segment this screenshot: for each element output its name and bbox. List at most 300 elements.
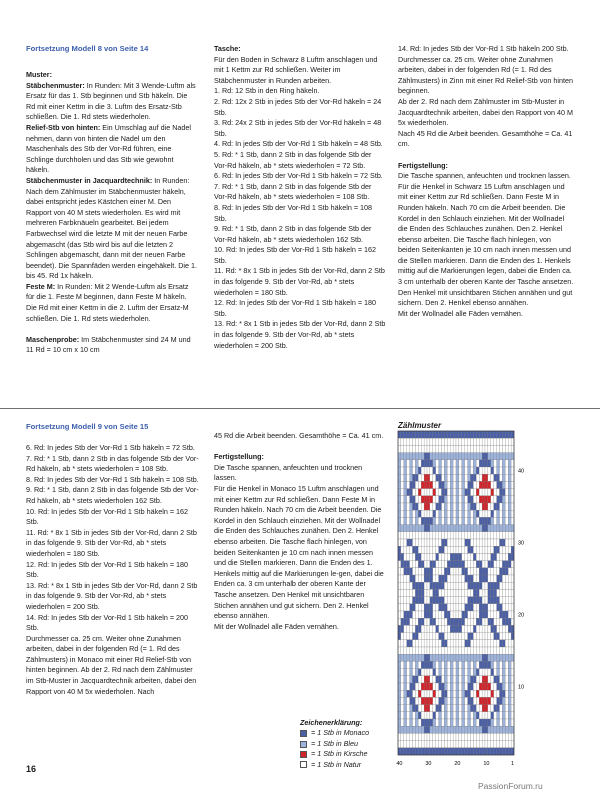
- chart-cell: [476, 474, 479, 481]
- chart-cell: [456, 489, 459, 496]
- chart-cell: [442, 445, 445, 452]
- chart-cell: [401, 460, 404, 467]
- chart-cell: [488, 597, 491, 604]
- chart-cell: [488, 719, 491, 726]
- chart-cell: [511, 575, 514, 582]
- chart-cell: [485, 604, 488, 611]
- chart-cell: [471, 481, 474, 488]
- chart-cell: [511, 589, 514, 596]
- chart-cell: [407, 683, 410, 690]
- chart-cell: [427, 474, 430, 481]
- chart-cell: [497, 618, 500, 625]
- chart-cell: [415, 438, 418, 445]
- chart-cell: [413, 553, 416, 560]
- chart-cell: [482, 474, 485, 481]
- chart-cell: [482, 625, 485, 632]
- chart-cell: [450, 690, 453, 697]
- chart-cell: [476, 676, 479, 683]
- chart-cell: [456, 654, 459, 661]
- chart-cell: [476, 582, 479, 589]
- chart-cell: [468, 733, 471, 740]
- chart-cell: [476, 525, 479, 532]
- chart-cell: [488, 517, 491, 524]
- chart-cell: [500, 611, 503, 618]
- chart-cell: [471, 748, 474, 755]
- chart-cell: [482, 453, 485, 460]
- chart-cell: [459, 640, 462, 647]
- chart-cell: [424, 676, 427, 683]
- chart-cell: [502, 460, 505, 467]
- chart-cell: [398, 438, 401, 445]
- chart-cell: [418, 582, 421, 589]
- chart-cell: [418, 553, 421, 560]
- chart-cell: [410, 431, 413, 438]
- chart-cell: [473, 712, 476, 719]
- chart-cell: [447, 683, 450, 690]
- chart-cell: [453, 654, 456, 661]
- chart-cell: [500, 640, 503, 647]
- chart-cell: [415, 525, 418, 532]
- chart-cell: [436, 445, 439, 452]
- chart-cell: [494, 611, 497, 618]
- chart-cell: [471, 618, 474, 625]
- chart-cell: [433, 604, 436, 611]
- chart-cell: [482, 489, 485, 496]
- chart-cell: [473, 561, 476, 568]
- chart-cell: [508, 597, 511, 604]
- chart-cell: [479, 575, 482, 582]
- chart-cell: [447, 690, 450, 697]
- chart-cell: [476, 633, 479, 640]
- chart-cell: [468, 611, 471, 618]
- chart-cell: [413, 748, 416, 755]
- chart-cell: [415, 460, 418, 467]
- chart-cell: [404, 496, 407, 503]
- chart-cell: [511, 604, 514, 611]
- chart-cell: [479, 661, 482, 668]
- chart-cell: [502, 748, 505, 755]
- chart-cell: [500, 503, 503, 510]
- chart-cell: [479, 453, 482, 460]
- chart-cell: [468, 669, 471, 676]
- chart-cell: [401, 489, 404, 496]
- chart-cell: [407, 481, 410, 488]
- chart-cell: [485, 633, 488, 640]
- chart-cell: [447, 503, 450, 510]
- chart-cell: [479, 748, 482, 755]
- chart-cell: [459, 712, 462, 719]
- chart-cell: [465, 496, 468, 503]
- chart-cell: [508, 496, 511, 503]
- chart-cell: [447, 654, 450, 661]
- chart-cell: [497, 661, 500, 668]
- chart-cell: [494, 532, 497, 539]
- paragraph-text: 6. Rd: In jedes Stb der Vor-Rd 1 Stb häkeln = 72 Stb.: [26, 443, 195, 452]
- chart-cell: [482, 640, 485, 647]
- chart-cell: [456, 467, 459, 474]
- chart-cell: [433, 741, 436, 748]
- chart-cell: [502, 611, 505, 618]
- chart-cell: [485, 741, 488, 748]
- paragraph: [214, 463, 386, 484]
- chart-cell: [442, 712, 445, 719]
- chart-cell: [430, 741, 433, 748]
- chart-cell: [473, 661, 476, 668]
- chart-cell: [462, 431, 465, 438]
- chart-cell: [468, 445, 471, 452]
- chart-cell: [482, 633, 485, 640]
- chart-cell: [471, 705, 474, 712]
- chart-cell: [410, 625, 413, 632]
- chart-cell: [410, 575, 413, 582]
- chart-cell: [479, 741, 482, 748]
- chart-cell: [415, 489, 418, 496]
- paragraph: [26, 613, 202, 634]
- chart-cell: [418, 467, 421, 474]
- chart-cell: [444, 661, 447, 668]
- chart-cell: [444, 539, 447, 546]
- chart-cell: [462, 690, 465, 697]
- chart-cell: [442, 640, 445, 647]
- chart-cell: [497, 546, 500, 553]
- chart-cell: [508, 589, 511, 596]
- chart-cell: [502, 525, 505, 532]
- chart-cell: [404, 503, 407, 510]
- chart-cell: [508, 604, 511, 611]
- chart-cell: [485, 561, 488, 568]
- chart-cell: [407, 503, 410, 510]
- chart-cell: [488, 553, 491, 560]
- chart-cell: [442, 481, 445, 488]
- chart-cell: [500, 748, 503, 755]
- chart-cell: [456, 741, 459, 748]
- chart-cell: [508, 618, 511, 625]
- chart-cell: [485, 697, 488, 704]
- chart-cell: [485, 625, 488, 632]
- chart-cell: [447, 496, 450, 503]
- chart-cell: [502, 676, 505, 683]
- paragraph: [398, 182, 574, 309]
- chart-cell: [497, 712, 500, 719]
- chart-cell: [404, 489, 407, 496]
- chart-cell: [404, 661, 407, 668]
- chart-cell: [433, 654, 436, 661]
- chart-cell: [433, 575, 436, 582]
- chart-cell: [465, 633, 468, 640]
- chart-cell: [485, 568, 488, 575]
- chart-cell: [398, 604, 401, 611]
- chart-cell: [456, 683, 459, 690]
- chart-cell: [410, 597, 413, 604]
- chart-cell: [491, 654, 494, 661]
- chart-cell: [505, 712, 508, 719]
- chart-cell: [398, 669, 401, 676]
- chart-cell: [491, 647, 494, 654]
- chart-cell: [476, 661, 479, 668]
- chart-cell: [450, 582, 453, 589]
- chart-cell: [433, 460, 436, 467]
- chart-cell: [502, 582, 505, 589]
- chart-cell: [430, 748, 433, 755]
- chart-cell: [500, 683, 503, 690]
- chart-cell: [404, 474, 407, 481]
- chart-cell: [421, 611, 424, 618]
- chart-cell: [473, 445, 476, 452]
- chart-cell: [505, 561, 508, 568]
- chart-cell: [415, 532, 418, 539]
- chart-cell: [508, 546, 511, 553]
- chart-cell: [459, 510, 462, 517]
- chart-x-tick: 30: [425, 761, 432, 767]
- chart-cell: [488, 481, 491, 488]
- chart-cell: [410, 546, 413, 553]
- chart-cell: [497, 561, 500, 568]
- chart-cell: [473, 618, 476, 625]
- chart-cell: [436, 712, 439, 719]
- chart-cell: [444, 525, 447, 532]
- chart-cell: [418, 453, 421, 460]
- chart-cell: [471, 683, 474, 690]
- chart-cell: [471, 553, 474, 560]
- chart-cell: [424, 733, 427, 740]
- legend-label: = 1 Stb in Kirsche: [311, 749, 368, 759]
- chart-cell: [424, 690, 427, 697]
- chart-cell: [491, 712, 494, 719]
- chart-cell: [427, 733, 430, 740]
- chart-cell: [407, 697, 410, 704]
- chart-cell: [465, 676, 468, 683]
- chart-cell: [502, 669, 505, 676]
- chart-cell: [410, 618, 413, 625]
- chart-cell: [401, 597, 404, 604]
- chart-cell: [456, 705, 459, 712]
- chart-cell: [421, 719, 424, 726]
- chart-cell: [473, 669, 476, 676]
- chart-cell: [421, 741, 424, 748]
- chart-cell: [439, 510, 442, 517]
- chart-cell: [436, 690, 439, 697]
- chart-cell: [497, 669, 500, 676]
- chart-cell: [482, 597, 485, 604]
- chart-cell: [450, 517, 453, 524]
- chart-x-tick: 40: [396, 761, 403, 767]
- chart-cell: [421, 575, 424, 582]
- chart-cell: [471, 611, 474, 618]
- chart-cell: [442, 489, 445, 496]
- paragraph-text: 3. Rd: 24x 2 Stb in jedes Stb der Vor-Rd häkeln = 48 Stb.: [214, 118, 382, 138]
- chart-cell: [407, 539, 410, 546]
- paragraph: [214, 452, 386, 463]
- chart-cell: [511, 669, 514, 676]
- chart-cell: [459, 474, 462, 481]
- chart-cell: [494, 561, 497, 568]
- chart-cell: [404, 561, 407, 568]
- paragraph-text: Für die Henkel in Schwarz 15 Luftm anschlagen und mit einer Kettm zur Rd schließen. Dann Feste M in Runden häkeln. Nach 70 cm die Arbeit beenden. Die Kordel in den Schlauch einziehen. Mit der Wollnadel die Enden des Schlauches zunähen. Den 2. Henkel ebenso arbeiten. Die Tasche flach hinlegen, von beiden Seitenkanten je 10 cm nach innen messen und die Stellen markieren. Dann die Enden des 1. Henkels mittig auf die Markierungen legen, dabei die Enden ca. 3 cm unterhalb der oberen Kante der Tasche ansetzen. Den Henkel mit unsichtbaren Stichen annähen und gut sichern. Den 2. Henkel ebenso annähen.: [398, 181, 574, 308]
- chart-cell: [430, 654, 433, 661]
- chart-cell: [424, 741, 427, 748]
- chart-cell: [511, 445, 514, 452]
- chart-cell: [502, 733, 505, 740]
- chart-cell: [421, 481, 424, 488]
- chart-cell: [488, 546, 491, 553]
- chart-cell: [450, 431, 453, 438]
- chart-cell: [447, 625, 450, 632]
- chart-cell: [421, 633, 424, 640]
- chart-cell: [500, 510, 503, 517]
- chart-cell: [488, 510, 491, 517]
- chart-cell: [500, 553, 503, 560]
- chart-cell: [479, 726, 482, 733]
- chart-cell: [473, 647, 476, 654]
- chart-cell: [465, 705, 468, 712]
- chart-cell: [444, 604, 447, 611]
- chart-cell: [497, 503, 500, 510]
- chart-cell: [444, 690, 447, 697]
- chart-cell: [459, 460, 462, 467]
- chart-cell: [410, 453, 413, 460]
- chart-cell: [407, 460, 410, 467]
- chart-cell: [410, 438, 413, 445]
- chart-cell: [468, 561, 471, 568]
- chart-cell: [500, 489, 503, 496]
- chart-cell: [421, 445, 424, 452]
- chart-cell: [500, 546, 503, 553]
- chart-cell: [502, 474, 505, 481]
- chart-cell: [421, 589, 424, 596]
- chart-cell: [476, 726, 479, 733]
- chart-cell: [433, 431, 436, 438]
- chart-cell: [433, 618, 436, 625]
- paragraph: [398, 171, 574, 182]
- chart-cell: [436, 460, 439, 467]
- chart-cell: [410, 683, 413, 690]
- chart-cell: [424, 625, 427, 632]
- chart-cell: [462, 712, 465, 719]
- chart-cell: [468, 640, 471, 647]
- chart-cell: [439, 683, 442, 690]
- chart-cell: [430, 525, 433, 532]
- chart-cell: [418, 546, 421, 553]
- chart-cell: [505, 510, 508, 517]
- chart-cell: [471, 582, 474, 589]
- chart-cell: [404, 676, 407, 683]
- chart-cell: [494, 481, 497, 488]
- chart-x-tick: 10: [483, 761, 490, 767]
- chart-cell: [401, 611, 404, 618]
- chart-cell: [444, 589, 447, 596]
- paragraph-text: 8. Rd: In jedes Stb der Vor-Rd 1 Stb häkeln = 108 Stb.: [214, 202, 373, 223]
- chart-cell: [447, 568, 450, 575]
- chart-cell: [465, 431, 468, 438]
- chart-cell: [436, 705, 439, 712]
- chart-cell: [410, 611, 413, 618]
- chart-x-tick: 20: [454, 761, 461, 767]
- chart-cell: [433, 726, 436, 733]
- chart-cell: [421, 640, 424, 647]
- chart-cell: [442, 690, 445, 697]
- chart-cell: [494, 589, 497, 596]
- chart-cell: [473, 589, 476, 596]
- chart-cell: [465, 733, 468, 740]
- chart-cell: [497, 525, 500, 532]
- chart-cell: [511, 640, 514, 647]
- chart-cell: [444, 496, 447, 503]
- chart-cell: [415, 431, 418, 438]
- chart-cell: [404, 568, 407, 575]
- chart-cell: [508, 561, 511, 568]
- chart-cell: [413, 669, 416, 676]
- chart-cell: [508, 640, 511, 647]
- chart-cell: [430, 647, 433, 654]
- chart-cell: [401, 431, 404, 438]
- chart-cell: [439, 532, 442, 539]
- chart-cell: [407, 719, 410, 726]
- chart-cell: [505, 575, 508, 582]
- chart-cell: [407, 561, 410, 568]
- chart-cell: [471, 661, 474, 668]
- chart-cell: [401, 661, 404, 668]
- chart-cell: [479, 589, 482, 596]
- chart-cell: [424, 726, 427, 733]
- chart-cell: [494, 568, 497, 575]
- chart-cell: [418, 474, 421, 481]
- chart-cell: [482, 546, 485, 553]
- chart-cell: [471, 640, 474, 647]
- chart-cell: [427, 503, 430, 510]
- chart-cell: [505, 697, 508, 704]
- chart-cell: [424, 510, 427, 517]
- chart-cell: [459, 525, 462, 532]
- chart-cell: [407, 589, 410, 596]
- chart-cell: [462, 532, 465, 539]
- chart-cell: [413, 654, 416, 661]
- paragraph: [214, 97, 386, 118]
- chart-cell: [447, 633, 450, 640]
- paragraph-text: Ein Umschlag auf die Nadel nehmen, dann von hinten die Nadel um den Maschenhals des Stb der Vor-Rd führen, eine Schlinge durchholen und das Stb wie gewohnt häkeln.: [26, 122, 191, 175]
- chart-cell: [502, 438, 505, 445]
- chart-cell: [407, 474, 410, 481]
- chart-cell: [436, 517, 439, 524]
- chart-cell: [479, 719, 482, 726]
- chart-cell: [500, 633, 503, 640]
- chart-cell: [459, 503, 462, 510]
- chart-cell: [436, 661, 439, 668]
- chart-cell: [436, 539, 439, 546]
- chart-cell: [424, 640, 427, 647]
- chart-cell: [468, 568, 471, 575]
- chart-cell: [442, 719, 445, 726]
- chart-cell: [453, 561, 456, 568]
- chart-cell: [497, 705, 500, 712]
- chart-cell: [418, 460, 421, 467]
- chart-cell: [424, 517, 427, 524]
- chart-cell: [494, 467, 497, 474]
- chart-cell: [479, 640, 482, 647]
- chart-cell: [456, 597, 459, 604]
- chart-cell: [462, 647, 465, 654]
- chart-cell: [491, 604, 494, 611]
- chart-cell: [497, 532, 500, 539]
- chart-cell: [430, 705, 433, 712]
- chart-cell: [433, 669, 436, 676]
- chart-cell: [479, 438, 482, 445]
- chart-cell: [468, 474, 471, 481]
- chart-cell: [488, 654, 491, 661]
- chart-cell: [505, 568, 508, 575]
- chart-cell: [476, 503, 479, 510]
- chart-cell: [418, 597, 421, 604]
- chart-cell: [494, 669, 497, 676]
